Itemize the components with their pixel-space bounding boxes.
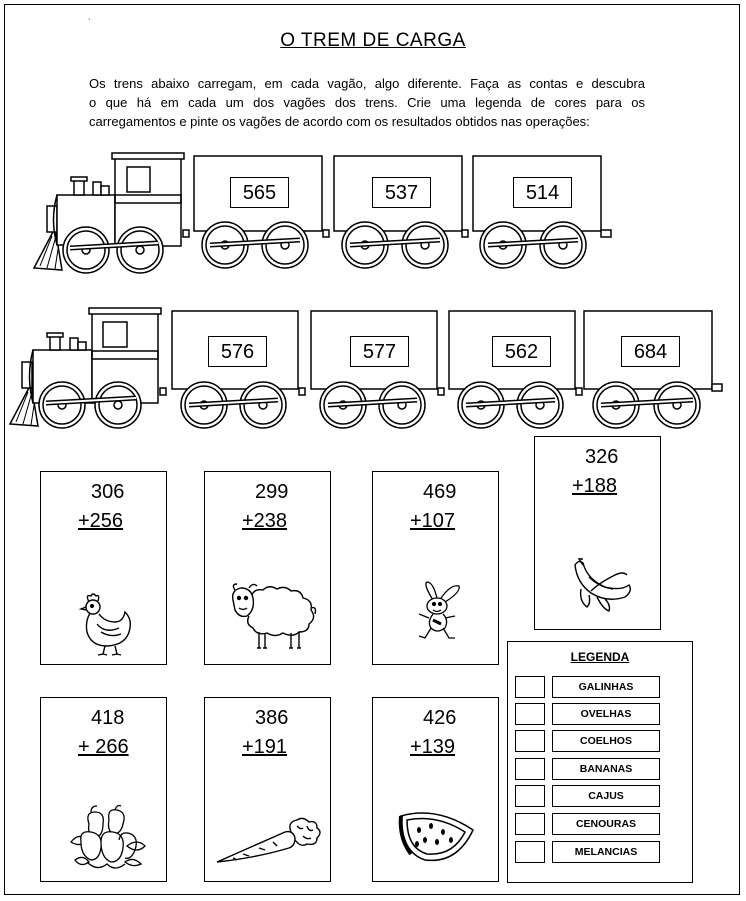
instruction-line: Os trens abaixo carregam, em cada vagão, algo diferente. Faça as contas e descubra — [89, 76, 645, 91]
wagon-number: 577 — [350, 336, 409, 367]
legend-label: CENOURAS — [552, 813, 660, 835]
legend-color-box[interactable] — [515, 676, 545, 698]
locomotive-2 — [10, 308, 161, 428]
addend-bottom: +191 — [242, 736, 288, 758]
instruction-line: carregamentos e pinte os vagões de acordo com os resultados obtidos nas operações: — [89, 114, 590, 129]
banana-icon — [569, 557, 635, 613]
rabbit-icon — [411, 580, 467, 642]
legend-label: BANANAS — [552, 758, 660, 780]
stray-mark: · — [88, 15, 91, 24]
legend-color-box[interactable] — [515, 841, 545, 863]
wagon-2-1 — [160, 311, 298, 428]
sum-card — [40, 697, 167, 882]
addend-bottom: +139 — [410, 736, 456, 758]
sum-card — [204, 471, 331, 665]
chicken-icon — [75, 592, 137, 658]
wagon-1-2 — [323, 156, 462, 268]
wagon-2-4 — [576, 311, 722, 428]
wagon-number: 576 — [208, 336, 267, 367]
legend-color-box[interactable] — [515, 785, 545, 807]
addend-top: 469 — [423, 481, 457, 503]
addend-top: 386 — [255, 707, 289, 729]
sum-card — [40, 471, 167, 665]
sum-card — [372, 471, 499, 665]
wagon-1-3 — [462, 156, 611, 268]
legend-label: OVELHAS — [552, 703, 660, 725]
legend-label: COELHOS — [552, 730, 660, 752]
legend-label: MELANCIAS — [552, 841, 660, 863]
wagon-number: 537 — [372, 177, 431, 208]
addend-bottom: +256 — [78, 510, 124, 532]
addend-top: 326 — [585, 446, 619, 468]
addend-bottom: +107 — [410, 510, 456, 532]
cashew-fruit-icon — [67, 802, 147, 874]
wagon-number: 565 — [230, 177, 289, 208]
wagon-2-2 — [299, 311, 437, 428]
wagon-2-3 — [438, 311, 575, 428]
addend-top: 299 — [255, 481, 289, 503]
page-title: O TREM DE CARGA — [280, 30, 466, 51]
legend-panel — [507, 641, 693, 883]
wagon-number: 684 — [621, 336, 680, 367]
watermelon-icon — [397, 808, 477, 868]
addend-bottom: +238 — [242, 510, 288, 532]
legend-color-box[interactable] — [515, 813, 545, 835]
legend-color-box[interactable] — [515, 730, 545, 752]
sheep-icon — [229, 580, 319, 652]
legend-label: CAJUS — [552, 785, 660, 807]
addend-bottom: + 266 — [78, 736, 129, 758]
wagon-number: 514 — [513, 177, 572, 208]
locomotive-1 — [34, 153, 184, 273]
legend-label: GALINHAS — [552, 676, 660, 698]
instruction-line: o que há em cada um dos vagões dos trens. Crie uma legenda de cores para os — [89, 95, 645, 110]
addend-top: 306 — [91, 481, 125, 503]
sum-card — [372, 697, 499, 882]
addend-top: 418 — [91, 707, 125, 729]
addend-top: 426 — [423, 707, 457, 729]
wagon-1-1 — [183, 156, 322, 268]
trains-illustration — [0, 0, 746, 440]
carrot-icon — [213, 816, 325, 866]
sum-card — [204, 697, 331, 882]
legend-title: LEGENDA — [570, 650, 630, 664]
legend-color-box[interactable] — [515, 758, 545, 780]
legend-color-box[interactable] — [515, 703, 545, 725]
addend-bottom: +188 — [572, 475, 618, 497]
sum-card — [534, 436, 661, 630]
wagon-number: 562 — [492, 336, 551, 367]
